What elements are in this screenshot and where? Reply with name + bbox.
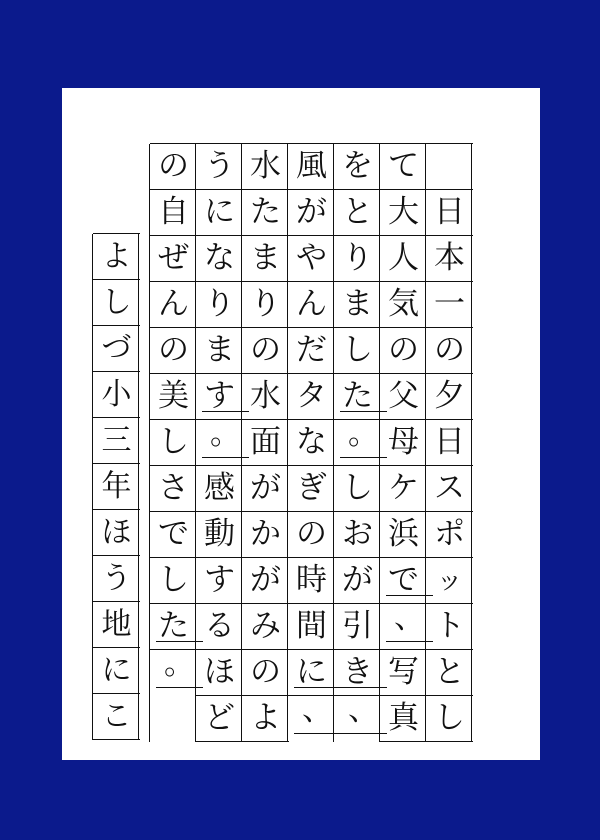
grid-cell: 時 xyxy=(288,557,335,604)
signature-column-cells xyxy=(92,234,139,740)
grid-cell: が xyxy=(334,557,381,604)
grid-cell: 、 xyxy=(340,687,387,734)
grid-cell: の xyxy=(426,327,473,374)
grid-cell: で xyxy=(380,557,427,604)
grid-cell: ま xyxy=(242,235,289,282)
grid-cell: 間 xyxy=(288,603,335,650)
grid-cell: た xyxy=(242,189,289,236)
grid-cell: が xyxy=(242,465,289,512)
grid-cell: 人 xyxy=(380,235,427,282)
grid-cell: 真 xyxy=(380,695,427,742)
grid-cell: 面 xyxy=(242,419,289,466)
grid-cell: の xyxy=(150,143,197,190)
grid-cell: 父 xyxy=(380,373,427,420)
grid-cell: ん xyxy=(288,281,335,328)
grid-cell: に xyxy=(93,647,140,694)
grid-cell: き xyxy=(334,649,381,696)
grid-cell: ぜ xyxy=(150,235,197,282)
grid-cell: 写 xyxy=(380,649,427,696)
grid-cell: ッ xyxy=(426,557,473,604)
grid-cell: 、 xyxy=(294,687,341,734)
grid-cell: 三 xyxy=(93,417,140,464)
grid-cell: 水 xyxy=(242,373,289,420)
grid-cell: 大 xyxy=(380,189,427,236)
grid-cell: 。 xyxy=(340,411,387,458)
signature-column xyxy=(93,234,139,740)
grid-cell: 。 xyxy=(156,641,203,688)
grid-cell: や xyxy=(288,235,335,282)
grid-cell: さ xyxy=(150,465,197,512)
body-column-4 xyxy=(287,144,334,742)
grid-cell: ト xyxy=(426,603,473,650)
grid-cell: 気 xyxy=(380,281,427,328)
grid-cell: ぎ xyxy=(288,465,335,512)
grid-cell: し xyxy=(150,557,197,604)
grid-cell: 日 xyxy=(426,189,473,236)
grid-cell: 動 xyxy=(196,511,243,558)
grid-cell: 小 xyxy=(93,371,140,418)
body-column-7 xyxy=(149,144,196,742)
grid-cell: の xyxy=(150,327,197,374)
grid-cell: 年 xyxy=(93,463,140,510)
grid-cell: み xyxy=(242,603,289,650)
grid-cell: 本 xyxy=(426,235,473,282)
grid-cell: 。 xyxy=(202,411,249,458)
grid-cell: づ xyxy=(93,325,140,372)
grid-cell: し xyxy=(334,327,381,374)
grid-cell: 地 xyxy=(93,601,140,648)
writing-grid xyxy=(62,88,540,760)
grid-cell: ほ xyxy=(196,649,243,696)
grid-cell: 水 xyxy=(242,143,289,190)
grid-cell: と xyxy=(426,649,473,696)
body-columns xyxy=(150,144,472,742)
grid-cell: 美 xyxy=(150,373,197,420)
grid-cell: す xyxy=(196,557,243,604)
grid-cell: ん xyxy=(150,281,197,328)
grid-cell: り xyxy=(242,281,289,328)
grid-cell: し xyxy=(334,465,381,512)
grid-cell: た xyxy=(334,373,381,420)
body-column-1 xyxy=(425,144,472,742)
grid-cell: ほ xyxy=(93,509,140,556)
grid-cell: し xyxy=(426,695,473,742)
grid-cell: な xyxy=(288,419,335,466)
grid-cell: に xyxy=(196,189,243,236)
grid-cell: 夕 xyxy=(426,373,473,420)
grid-cell: 風 xyxy=(288,143,335,190)
grid-cell: ケ xyxy=(380,465,427,512)
grid-cell: し xyxy=(93,279,140,326)
grid-cell: か xyxy=(242,511,289,558)
grid-cell: ス xyxy=(426,465,473,512)
grid-cell: が xyxy=(288,189,335,236)
grid-cell: で xyxy=(150,511,197,558)
grid-cell: す xyxy=(196,373,243,420)
grid-cell: ポ xyxy=(426,511,473,558)
grid-cell: お xyxy=(334,511,381,558)
grid-cell: の xyxy=(242,327,289,374)
grid-cell: 一 xyxy=(426,281,473,328)
grid-cell: と xyxy=(334,189,381,236)
grid-cell: な xyxy=(196,235,243,282)
grid-cell: ま xyxy=(334,281,381,328)
grid-cell: ど xyxy=(196,695,243,742)
paper-sheet xyxy=(62,88,540,760)
grid-cell: う xyxy=(93,555,140,602)
grid-cell xyxy=(426,143,473,190)
grid-cell: 自 xyxy=(150,189,197,236)
grid-cell: こ xyxy=(93,693,140,740)
grid-cell: り xyxy=(334,235,381,282)
grid-cell: 、 xyxy=(386,595,433,642)
grid-cell: る xyxy=(196,603,243,650)
grid-cell: タ xyxy=(288,373,335,420)
grid-cell: 日 xyxy=(426,419,473,466)
grid-cell: 引 xyxy=(334,603,381,650)
grid-cell: の xyxy=(288,511,335,558)
grid-cell: を xyxy=(334,143,381,190)
grid-cell: 母 xyxy=(380,419,427,466)
grid-cell: 感 xyxy=(196,465,243,512)
grid-cell: が xyxy=(242,557,289,604)
grid-cell: 浜 xyxy=(380,511,427,558)
body-column-3 xyxy=(333,144,380,742)
grid-cell: の xyxy=(242,649,289,696)
grid-cell: た xyxy=(150,603,197,650)
grid-cell: よ xyxy=(242,695,289,742)
grid-cell: よ xyxy=(93,233,140,280)
grid-cell: う xyxy=(196,143,243,190)
grid-cell: り xyxy=(196,281,243,328)
grid-cell: の xyxy=(380,327,427,374)
grid-cell: ま xyxy=(196,327,243,374)
grid-cell: に xyxy=(288,649,335,696)
grid-cell: し xyxy=(150,419,197,466)
grid-cell: だ xyxy=(288,327,335,374)
grid-cell: て xyxy=(380,143,427,190)
